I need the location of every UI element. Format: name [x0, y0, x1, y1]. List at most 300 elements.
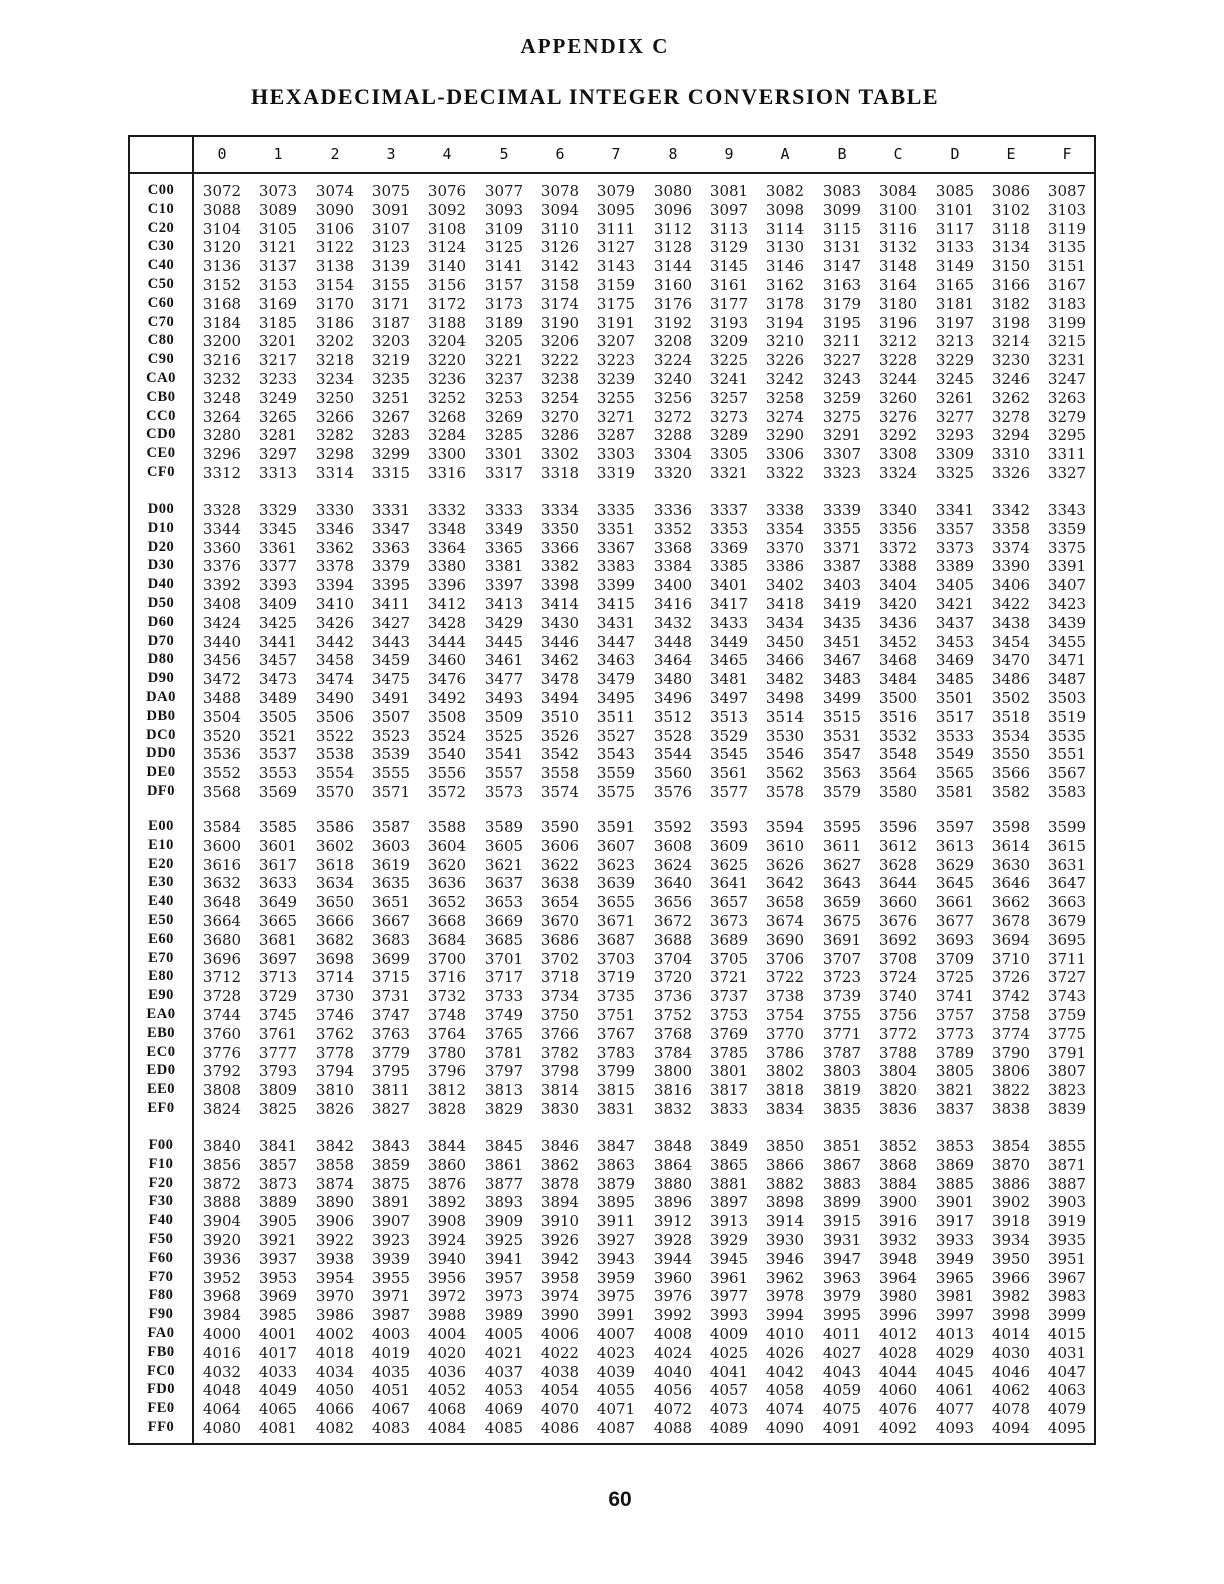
table-cell: 3671	[596, 912, 636, 930]
table-cell: 3869	[935, 1155, 975, 1174]
table-cell: 3938	[315, 1249, 355, 1268]
table-cell: 3961	[709, 1268, 749, 1287]
table-cell: 3342	[991, 501, 1031, 519]
column-header: A	[780, 145, 790, 163]
row-label: F70	[148, 1268, 174, 1285]
table-cell: 3429	[484, 613, 524, 632]
table-cell: 3662	[991, 893, 1031, 912]
table-cell: 3111	[596, 219, 636, 238]
table-cell: 3743	[1047, 987, 1087, 1006]
column-header: B	[837, 145, 847, 163]
table-cell: 3708	[878, 949, 918, 968]
table-cell: 3474	[315, 670, 355, 689]
table-cell: 3674	[765, 912, 805, 930]
table-cell: 3387	[822, 557, 862, 576]
table-cell: 3569	[258, 783, 298, 801]
table-cell: 3463	[596, 651, 636, 670]
table-cell: 3682	[315, 930, 355, 949]
table-cell: 3873	[258, 1174, 298, 1193]
table-cell: 3150	[991, 257, 1031, 276]
table-cell: 3777	[258, 1043, 298, 1062]
table-cell: 3191	[596, 313, 636, 332]
table-cell: 3072	[202, 182, 242, 200]
table-cell: 3784	[653, 1043, 693, 1062]
table-cell: 3510	[540, 707, 580, 726]
table-cell: 3983	[1047, 1287, 1087, 1306]
table-cell: 3999	[1047, 1306, 1087, 1325]
table-cell: 3399	[596, 576, 636, 595]
row-label: E50	[148, 912, 174, 928]
table-cell: 4028	[878, 1343, 918, 1362]
table-cell: 3549	[935, 745, 975, 764]
table-cell: 3453	[935, 632, 975, 651]
label-column-rule	[192, 135, 194, 1445]
table-cell: 3319	[596, 464, 636, 482]
table-cell: 3244	[878, 370, 918, 388]
table-cell: 3798	[540, 1062, 580, 1081]
table-cell: 3311	[1047, 445, 1087, 464]
table-cell: 4050	[315, 1381, 355, 1400]
table-cell: 3637	[484, 874, 524, 893]
table-cell: 3738	[765, 987, 805, 1006]
table-cell: 3834	[765, 1100, 805, 1118]
table-cell: 3256	[653, 388, 693, 407]
table-cell: 3789	[935, 1043, 975, 1062]
table-cell: 3499	[822, 689, 862, 707]
row-label: DA0	[146, 689, 176, 705]
table-cell: 3496	[653, 689, 693, 707]
table-cell: 3383	[596, 557, 636, 576]
table-cell: 3075	[371, 182, 411, 200]
table-cell: 3318	[540, 464, 580, 482]
table-cell: 3760	[202, 1024, 242, 1043]
table-cell: 3812	[427, 1081, 467, 1100]
table-cell: 3747	[371, 1006, 411, 1024]
table-cell: 3377	[258, 557, 298, 576]
table-cell: 3523	[371, 726, 411, 745]
table-cell: 3442	[315, 632, 355, 651]
table-cell: 3357	[935, 519, 975, 538]
table-cell: 3095	[596, 200, 636, 219]
table-cell: 3084	[878, 182, 918, 200]
table-cell: 3089	[258, 200, 298, 219]
table-cell: 3775	[1047, 1024, 1087, 1043]
table-cell: 3609	[709, 836, 749, 855]
table-cell: 3299	[371, 445, 411, 464]
table-cell: 3366	[540, 538, 580, 557]
table-cell: 3986	[315, 1306, 355, 1325]
table-cell: 3599	[1047, 818, 1087, 836]
row-label: E70	[148, 949, 174, 966]
table-cell: 4074	[765, 1400, 805, 1419]
table-cell: 3764	[427, 1024, 467, 1043]
table-cell: 3689	[709, 930, 749, 949]
table-cell: 3112	[653, 219, 693, 238]
column-header: 3	[386, 145, 396, 163]
table-cell: 3219	[371, 351, 411, 370]
table-cell: 3867	[822, 1155, 862, 1174]
table-cell: 3800	[653, 1062, 693, 1081]
table-cell: 3948	[878, 1249, 918, 1268]
table-cell: 3976	[653, 1287, 693, 1306]
row-label: FA0	[147, 1325, 175, 1341]
table-cell: 3557	[484, 764, 524, 783]
table-cell: 3816	[653, 1081, 693, 1100]
table-cell: 4014	[991, 1325, 1031, 1343]
table-cell: 3308	[878, 445, 918, 464]
table-cell: 3790	[991, 1043, 1031, 1062]
table-cell: 3590	[540, 818, 580, 836]
table-cell: 3851	[822, 1137, 862, 1155]
table-cell: 4054	[540, 1381, 580, 1400]
table-cell: 3393	[258, 576, 298, 595]
table-cell: 3269	[484, 407, 524, 426]
table-cell: 3597	[935, 818, 975, 836]
table-cell: 3517	[935, 707, 975, 726]
table-cell: 3263	[1047, 388, 1087, 407]
row-label: F60	[148, 1249, 174, 1266]
table-cell: 4090	[765, 1419, 805, 1437]
table-cell: 3327	[1047, 464, 1087, 482]
table-cell: 3566	[991, 764, 1031, 783]
table-cell: 3581	[935, 783, 975, 801]
table-cell: 3718	[540, 968, 580, 987]
table-cell: 4075	[822, 1400, 862, 1419]
table-cell: 3467	[822, 651, 862, 670]
table-cell: 3565	[935, 764, 975, 783]
table-cell: 3910	[540, 1212, 580, 1231]
table-cell: 3732	[427, 987, 467, 1006]
table-cell: 3211	[822, 332, 862, 351]
table-cell: 3441	[258, 632, 298, 651]
table-cell: 3198	[991, 313, 1031, 332]
table-cell: 3115	[822, 219, 862, 238]
table-cell: 3823	[1047, 1081, 1087, 1100]
table-cell: 3971	[371, 1287, 411, 1306]
table-cell: 3284	[427, 426, 467, 445]
table-cell: 3331	[371, 501, 411, 519]
table-cell: 3497	[709, 689, 749, 707]
table-cell: 3685	[484, 930, 524, 949]
table-cell: 3554	[315, 764, 355, 783]
table-cell: 4087	[596, 1419, 636, 1437]
table-cell: 3514	[765, 707, 805, 726]
table-cell: 3293	[935, 426, 975, 445]
table-cell: 3730	[315, 987, 355, 1006]
table-cell: 3705	[709, 949, 749, 968]
table-cell: 3651	[371, 893, 411, 912]
table-cell: 3363	[371, 538, 411, 557]
table-cell: 3195	[822, 313, 862, 332]
table-cell: 4076	[878, 1400, 918, 1419]
table-cell: 3277	[935, 407, 975, 426]
table-cell: 3265	[258, 407, 298, 426]
table-cell: 3829	[484, 1100, 524, 1118]
table-cell: 3728	[202, 987, 242, 1006]
table-cell: 3631	[1047, 855, 1087, 874]
table-cell: 3353	[709, 519, 749, 538]
table-cell: 3994	[765, 1306, 805, 1325]
table-cell: 3465	[709, 651, 749, 670]
table-cell: 4093	[935, 1419, 975, 1437]
column-header: F	[1062, 145, 1072, 163]
table-cell: 3746	[315, 1006, 355, 1024]
table-cell: 3726	[991, 968, 1031, 987]
table-cell: 3763	[371, 1024, 411, 1043]
table-cell: 3878	[540, 1174, 580, 1193]
table-cell: 3184	[202, 313, 242, 332]
table-cell: 3372	[878, 538, 918, 557]
table-cell: 3543	[596, 745, 636, 764]
table-cell: 3093	[484, 200, 524, 219]
table-cell: 3891	[371, 1193, 411, 1212]
table-cell: 3274	[765, 407, 805, 426]
table-cell: 3486	[991, 670, 1031, 689]
table-cell: 3215	[1047, 332, 1087, 351]
table-cell: 3242	[765, 370, 805, 388]
table-cell: 3182	[991, 294, 1031, 313]
table-cell: 4072	[653, 1400, 693, 1419]
table-cell: 3285	[484, 426, 524, 445]
table-cell: 3280	[202, 426, 242, 445]
table-cell: 3325	[935, 464, 975, 482]
table-cell: 3225	[709, 351, 749, 370]
table-cell: 3904	[202, 1212, 242, 1231]
table-cell: 3527	[596, 726, 636, 745]
table-cell: 3352	[653, 519, 693, 538]
table-cell: 3283	[371, 426, 411, 445]
table-cell: 3419	[822, 595, 862, 613]
table-title: HEXADECIMAL-DECIMAL INTEGER CONVERSION TABLE	[250, 84, 939, 109]
table-cell: 3607	[596, 836, 636, 855]
table-cell: 4041	[709, 1362, 749, 1381]
table-cell: 3908	[427, 1212, 467, 1231]
table-cell: 3396	[427, 576, 467, 595]
table-cell: 3309	[935, 445, 975, 464]
table-cell: 3793	[258, 1062, 298, 1081]
table-cell: 3653	[484, 893, 524, 912]
table-cell: 3970	[315, 1287, 355, 1306]
table-cell: 3555	[371, 764, 411, 783]
table-cell: 3481	[709, 670, 749, 689]
table-cell: 3649	[258, 893, 298, 912]
table-cell: 3950	[991, 1249, 1031, 1268]
table-cell: 4002	[315, 1325, 355, 1343]
table-cell: 3422	[991, 595, 1031, 613]
table-cell: 3690	[765, 930, 805, 949]
table-cell: 3898	[765, 1193, 805, 1212]
table-cell: 3979	[822, 1287, 862, 1306]
table-cell: 3487	[1047, 670, 1087, 689]
table-cell: 3645	[935, 874, 975, 893]
table-cell: 3306	[765, 445, 805, 464]
table-cell: 3815	[596, 1081, 636, 1100]
table-cell: 3956	[427, 1268, 467, 1287]
table-cell: 3621	[484, 855, 524, 874]
table-cell: 3172	[427, 294, 467, 313]
table-cell: 3998	[991, 1306, 1031, 1325]
table-cell: 3571	[371, 783, 411, 801]
table-cell: 3432	[653, 613, 693, 632]
table-cell: 3842	[315, 1137, 355, 1155]
table-cell: 3934	[991, 1231, 1031, 1249]
table-cell: 3223	[596, 351, 636, 370]
table-cell: 3758	[991, 1006, 1031, 1024]
table-cell: 3379	[371, 557, 411, 576]
table-cell: 3734	[540, 987, 580, 1006]
table-cell: 3582	[991, 783, 1031, 801]
table-cell: 3974	[540, 1287, 580, 1306]
table-cell: 3933	[935, 1231, 975, 1249]
table-cell: 3742	[991, 987, 1031, 1006]
table-cell: 3594	[765, 818, 805, 836]
table-cell: 3537	[258, 745, 298, 764]
table-cell: 3702	[540, 949, 580, 968]
row-label: D50	[147, 595, 175, 611]
table-cell: 3723	[822, 968, 862, 987]
table-cell: 3447	[596, 632, 636, 651]
table-cell: 3876	[427, 1174, 467, 1193]
table-cell: 3403	[822, 576, 862, 595]
table-cell: 3774	[991, 1024, 1031, 1043]
table-cell: 3108	[427, 219, 467, 238]
table-cell: 3981	[935, 1287, 975, 1306]
table-cell: 3608	[653, 836, 693, 855]
row-label: CD0	[146, 426, 176, 443]
table-cell: 3779	[371, 1043, 411, 1062]
table-cell: 3288	[653, 426, 693, 445]
table-cell: 3189	[484, 313, 524, 332]
table-cell: 3328	[202, 501, 242, 519]
row-label: C50	[147, 276, 175, 292]
row-label: EC0	[146, 1043, 176, 1060]
table-cell: 3296	[202, 445, 242, 464]
table-cell: 3788	[878, 1043, 918, 1062]
table-cell: 3720	[653, 968, 693, 987]
table-cell: 3386	[765, 557, 805, 576]
row-label: EF0	[147, 1100, 175, 1116]
table-cell: 4006	[540, 1325, 580, 1343]
table-cell: 3171	[371, 294, 411, 313]
table-cell: 3611	[822, 836, 862, 855]
table-cell: 3648	[202, 893, 242, 912]
table-cell: 3676	[878, 912, 918, 930]
table-cell: 3822	[991, 1081, 1031, 1100]
table-cell: 3658	[765, 893, 805, 912]
table-cell: 3583	[1047, 783, 1087, 801]
table-cell: 3926	[540, 1231, 580, 1249]
table-cell: 3922	[315, 1231, 355, 1249]
table-cell: 4088	[653, 1419, 693, 1437]
table-cell: 3343	[1047, 501, 1087, 519]
table-cell: 3220	[427, 351, 467, 370]
table-cell: 3680	[202, 930, 242, 949]
table-cell: 3524	[427, 726, 467, 745]
table-cell: 3615	[1047, 836, 1087, 855]
table-cell: 3329	[258, 501, 298, 519]
table-cell: 3589	[484, 818, 524, 836]
table-cell: 3737	[709, 987, 749, 1006]
table-cell: 3782	[540, 1043, 580, 1062]
table-cell: 3536	[202, 745, 242, 764]
table-cell: 3715	[371, 968, 411, 987]
row-label: D10	[147, 519, 175, 536]
table-cell: 3180	[878, 294, 918, 313]
table-cell: 3911	[596, 1212, 636, 1231]
row-label: D30	[147, 557, 175, 574]
table-cell: 3317	[484, 464, 524, 482]
table-cell: 3492	[427, 689, 467, 707]
table-cell: 3855	[1047, 1137, 1087, 1155]
table-cell: 4004	[427, 1325, 467, 1343]
table-cell: 4059	[822, 1381, 862, 1400]
table-cell: 3995	[822, 1306, 862, 1325]
table-cell: 4029	[935, 1343, 975, 1362]
table-cell: 3930	[765, 1231, 805, 1249]
table-cell: 3385	[709, 557, 749, 576]
table-cell: 3085	[935, 182, 975, 200]
page-number: 60	[608, 1488, 632, 1511]
table-cell: 3724	[878, 968, 918, 987]
table-cell: 3949	[935, 1249, 975, 1268]
table-cell: 3428	[427, 613, 467, 632]
table-cell: 3356	[878, 519, 918, 538]
table-cell: 3074	[315, 182, 355, 200]
table-cell: 3584	[202, 818, 242, 836]
table-cell: 3883	[822, 1174, 862, 1193]
table-cell: 3804	[878, 1062, 918, 1081]
table-cell: 3547	[822, 745, 862, 764]
table-cell: 3423	[1047, 595, 1087, 613]
table-cell: 3765	[484, 1024, 524, 1043]
table-cell: 3415	[596, 595, 636, 613]
table-cell: 3692	[878, 930, 918, 949]
table-cell: 3079	[596, 182, 636, 200]
table-cell: 3802	[765, 1062, 805, 1081]
table-cell: 3491	[371, 689, 411, 707]
table-cell: 3181	[935, 294, 975, 313]
table-cell: 3276	[878, 407, 918, 426]
table-cell: 3466	[765, 651, 805, 670]
table-cell: 3374	[991, 538, 1031, 557]
table-cell: 3817	[709, 1081, 749, 1100]
table-cell: 3258	[765, 388, 805, 407]
table-cell: 3856	[202, 1155, 242, 1174]
table-cell: 3655	[596, 893, 636, 912]
table-cell: 4063	[1047, 1381, 1087, 1400]
table-cell: 3603	[371, 836, 411, 855]
table-cell: 3462	[540, 651, 580, 670]
table-cell: 3924	[427, 1231, 467, 1249]
table-cell: 3344	[202, 519, 242, 538]
table-cell: 3303	[596, 445, 636, 464]
table-cell: 3652	[427, 893, 467, 912]
table-cell: 3663	[1047, 893, 1087, 912]
table-cell: 3388	[878, 557, 918, 576]
table-cell: 3740	[878, 987, 918, 1006]
table-cell: 4026	[765, 1343, 805, 1362]
table-cell: 3525	[484, 726, 524, 745]
table-cell: 3154	[315, 276, 355, 294]
table-cell: 3871	[1047, 1155, 1087, 1174]
table-cell: 3538	[315, 745, 355, 764]
table-cell: 4000	[202, 1325, 242, 1343]
table-cell: 4079	[1047, 1400, 1087, 1419]
table-cell: 3472	[202, 670, 242, 689]
table-cell: 3500	[878, 689, 918, 707]
table-cell: 3711	[1047, 949, 1087, 968]
table-cell: 3098	[765, 200, 805, 219]
